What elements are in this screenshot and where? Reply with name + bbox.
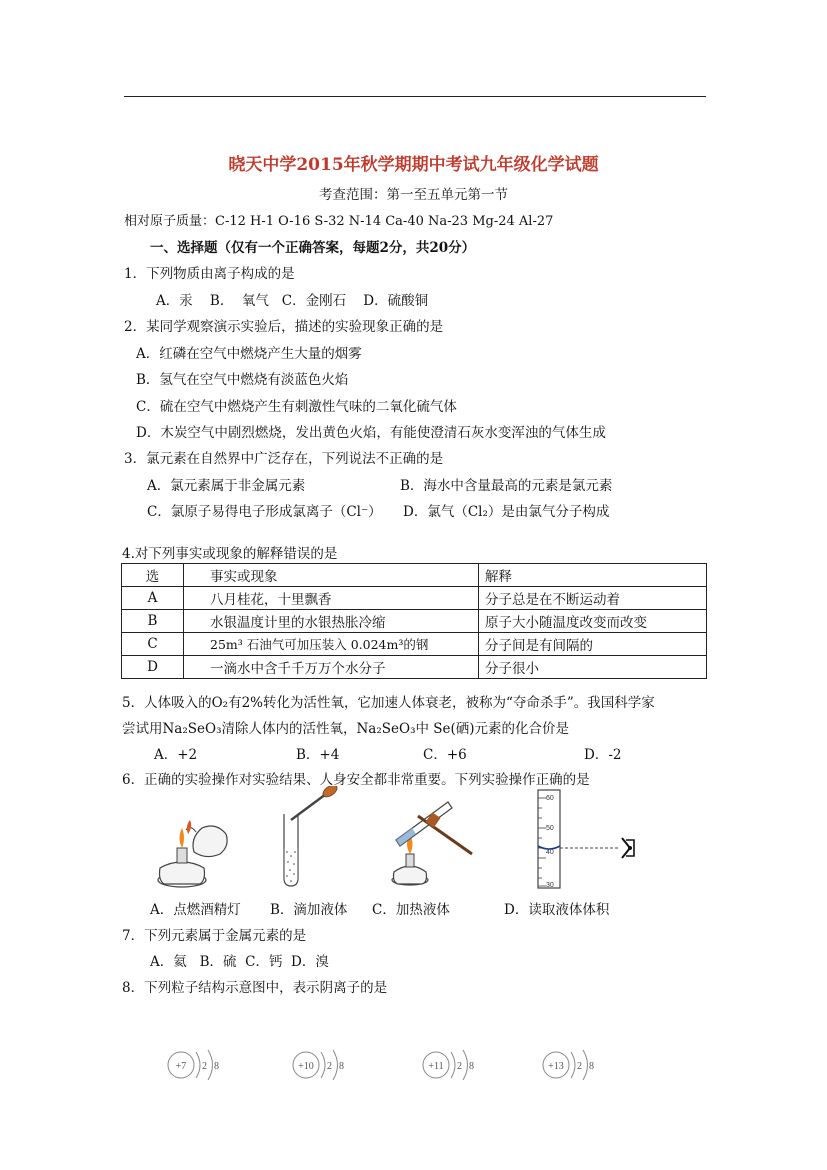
q1-options: A．汞 B． 氧气 C．金刚石 D．硫酸铜	[156, 293, 429, 309]
table-header-row	[122, 564, 707, 587]
q3-option-d: D．氯气（Cl₂）是由氯气分子构成	[403, 504, 610, 520]
table-header-cell: 解释	[479, 564, 707, 587]
dropper-test-tube-figure	[270, 786, 340, 890]
nucleus-charge: +13	[548, 1061, 564, 1072]
nucleus-charge: +7	[175, 1061, 187, 1072]
table-cell: 原子大小随温度改变而改变	[479, 610, 707, 633]
q7-stem: 7．下列元素属于金属元素的是	[122, 928, 307, 944]
cylinder-mark: 30	[546, 882, 554, 889]
q2-option-b: B．氢气在空气中燃烧有淡蓝色火焰	[136, 372, 349, 388]
atomic-mass-line: 相对原子质量：C-12 H-1 O-16 S-32 N-14 Ca-40 Na-23 Mg-24 Al-27	[124, 214, 554, 229]
shell-electrons: 8	[339, 1061, 344, 1072]
table-row	[122, 633, 707, 656]
table-header-cell: 事实或现象	[184, 564, 479, 587]
q3-option-b: B．海水中含量最高的元素是氯元素	[400, 478, 613, 494]
particle-diagram-b	[285, 1040, 365, 1090]
q6-label-d: D．读取液体体积	[504, 902, 610, 918]
q5-option-c: C．+6	[423, 747, 467, 763]
q2-option-c: C．硫在空气中燃烧产生有刺激性气味的二氧化硫气体	[136, 399, 457, 415]
cylinder-mark: 40	[546, 849, 554, 856]
q6-label-b: B．滴加液体	[270, 902, 348, 918]
q8-stem: 8．下列粒子结构示意图中，表示阴离子的是	[122, 980, 388, 996]
table-cell: A	[122, 587, 184, 610]
eye-icon	[622, 838, 634, 858]
table-row	[122, 610, 707, 633]
particle-diagram-a	[160, 1040, 240, 1090]
q5-option-a: A．+2	[154, 747, 198, 763]
graduated-cylinder-figure	[526, 788, 642, 890]
cylinder-mark: 60	[546, 795, 554, 802]
table-cell: 分子很小	[479, 656, 707, 679]
cylinder-mark: 50	[546, 825, 554, 832]
shell-electrons: 8	[214, 1061, 219, 1072]
table-cell: C	[122, 633, 184, 656]
nucleus-charge: +11	[428, 1061, 444, 1072]
header-rule	[124, 96, 706, 97]
q5-line2: 尝试用Na₂SeO₃清除人体内的活性氧，Na₂SeO₃中 Se(硒)元素的化合价是	[122, 721, 570, 737]
shell-electrons: 2	[202, 1061, 207, 1072]
q3-stem: 3．氯元素在自然界中广泛存在，下列说法不正确的是	[124, 451, 444, 467]
section-heading: 一、选择题（仅有一个正确答案，每题2分，共20分）	[150, 240, 476, 256]
q4-table	[121, 563, 707, 679]
alcohol-lamp-lighting-figure	[150, 808, 240, 890]
table-cell: D	[122, 656, 184, 679]
table-cell: 分子间是有间隔的	[479, 633, 707, 656]
q2-option-a: A．红磷在空气中燃烧产生大量的烟雾	[136, 346, 362, 362]
table-cell: 八月桂花，十里飘香	[184, 587, 479, 610]
q7-options: A．氦 B．硫 C．钙 D．溴	[150, 954, 329, 970]
heating-liquid-figure	[388, 794, 480, 890]
shell-electrons: 2	[327, 1061, 332, 1072]
shell-electrons: 2	[457, 1061, 462, 1072]
table-cell: B	[122, 610, 184, 633]
table-cell: 水银温度计里的水银热胀冷缩	[184, 610, 479, 633]
table-row	[122, 656, 707, 679]
table-cell: 一滴水中含千千万万个水分子	[184, 656, 479, 679]
table-row	[122, 587, 707, 610]
exam-scope: 考查范围：第一至五单元第一节	[319, 187, 508, 203]
q2-stem: 2．某同学观察演示实验后，描述的实验现象正确的是	[124, 319, 444, 335]
particle-diagram-c	[415, 1040, 495, 1090]
exam-title: 晓天中学2015年秋学期期中考试九年级化学试题	[228, 155, 599, 175]
q3-option-c: C．氯原子易得电子形成氯离子（Cl⁻）	[147, 504, 382, 520]
q6-label-c: C．加热液体	[372, 902, 450, 918]
q2-option-d: D．木炭空气中剧烈燃烧，发出黄色火焰，有能使澄清石灰水变浑浊的气体生成	[136, 425, 606, 441]
q3-option-a: A．氯元素属于非金属元素	[147, 478, 306, 494]
shell-electrons: 8	[589, 1061, 594, 1072]
particle-diagram-d	[535, 1040, 615, 1090]
q4-stem: 4.对下列事实或现象的解释错误的是	[122, 546, 338, 562]
q1-stem: 1．下列物质由离子构成的是	[124, 266, 295, 282]
table-cell: 分子总是在不断运动着	[479, 587, 707, 610]
q5-line1: 5．人体吸入的O₂有2%转化为活性氧，它加速人体衰老，被称为“夺命杀手”。我国科学家	[122, 695, 655, 711]
q6-label-a: A．点燃酒精灯	[150, 902, 241, 918]
nucleus-charge: +10	[298, 1061, 314, 1072]
shell-electrons: 8	[469, 1061, 474, 1072]
table-cell: 25m³ 石油气可加压装入 0.024m³的钢	[184, 633, 479, 656]
q6-stem: 6．正确的实验操作对实验结果、人身安全都非常重要。下列实验操作正确的是	[122, 772, 590, 788]
q5-option-b: B．+4	[296, 747, 340, 763]
table-header-cell: 选	[122, 564, 184, 587]
q5-option-d: D．-2	[584, 747, 622, 763]
shell-electrons: 2	[577, 1061, 582, 1072]
flame-icon	[180, 828, 185, 848]
